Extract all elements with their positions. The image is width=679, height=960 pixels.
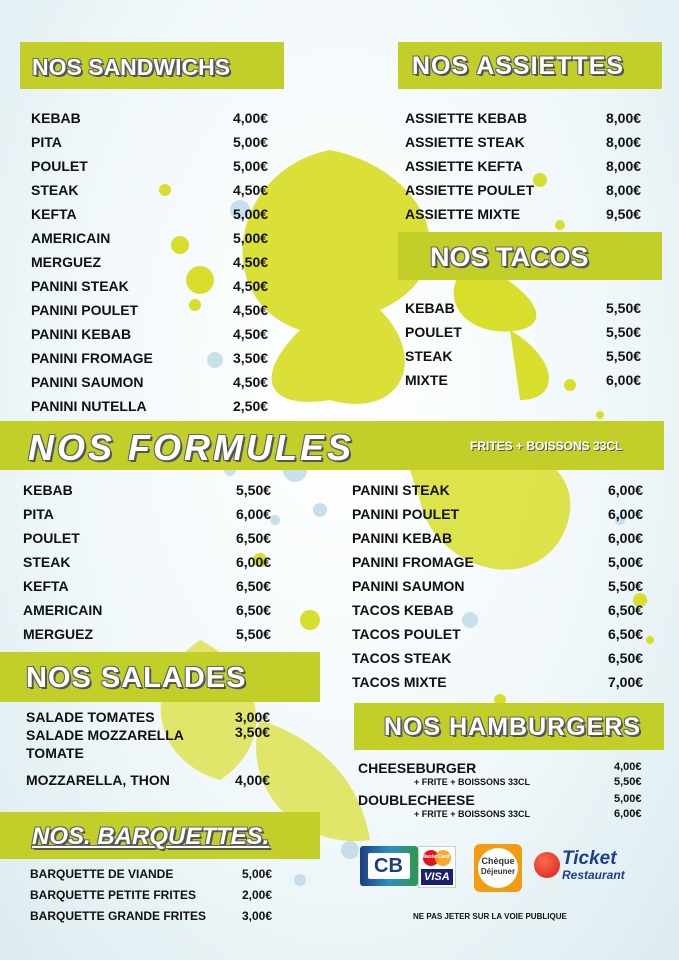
assiettes-title: NOS ASSIETTES [412,52,625,80]
item-price: 2,50€ [233,398,269,414]
item-price: 5,00€ [608,554,644,570]
item-name: TACOS KEBAB [352,602,454,618]
item-name: PANINI SAUMON [352,578,465,594]
item-price: 5,50€ [236,482,272,498]
item-price: 6,00€ [236,506,272,522]
item-price: 8,00€ [606,110,642,126]
item-price: 6,50€ [608,626,644,642]
item-price: 5,50€ [608,578,644,594]
hamburger-price: 4,00€ [614,761,642,773]
item-name: PANINI FROMAGE [352,554,474,570]
item-name: ASSIETTE KEBAB [405,110,528,126]
item-price: 4,50€ [233,302,269,318]
item-name: PANINI NUTELLA [31,398,147,414]
item-price: 6,50€ [608,650,644,666]
formules-banner [0,421,664,470]
hamburger-name: DOUBLECHEESE [358,792,475,808]
assiettes-banner [398,42,662,89]
ticket-restaurant-logo [532,846,650,886]
hamburger-option-price: 5,50€ [614,776,642,788]
item-price: 6,50€ [236,578,272,594]
item-name: BARQUETTE PETITE FRITES [30,888,197,902]
item-name: POULET [31,158,88,174]
barquettes-title: NOS. BARQUETTES. [32,823,270,850]
item-name: STEAK [23,554,71,570]
hamburger-name: CHEESEBURGER [358,760,477,776]
item-price: 3,00€ [242,909,273,923]
item-name: ASSIETTE POULET [405,182,535,198]
item-name: KEBAB [31,110,81,126]
item-price: 5,50€ [606,300,642,316]
ticket-line2: Restaurant [562,868,625,882]
item-name: KEBAB [405,300,455,316]
item-price: 5,00€ [233,206,269,222]
item-price: 7,00€ [608,674,644,690]
item-name: MIXTE [405,372,448,388]
item-price: 8,00€ [606,134,642,150]
formules-subtitle: FRITES + BOISSONS 33CL [470,439,623,453]
item-price: 6,00€ [608,482,644,498]
sandwiches-title: NOS SANDWICHS [32,54,231,80]
item-price: 6,00€ [608,506,644,522]
item-name: PANINI POULET [31,302,139,318]
hamburger-price: 5,00€ [614,793,642,805]
footer-note: NE PAS JETER SUR LA VOIE PUBLIQUE [413,912,567,921]
ticket-restaurant-icon [534,852,560,878]
item-price: 4,50€ [233,278,269,294]
item-price: 6,50€ [608,602,644,618]
item-name: AMERICAIN [31,230,111,246]
item-name: TACOS STEAK [352,650,452,666]
item-price: 9,50€ [606,206,642,222]
item-name: AMERICAIN [23,602,103,618]
item-price: 8,00€ [606,182,642,198]
hamburger-option: + FRITE + BOISSONS 33CL [414,809,531,819]
item-price: 3,00€ [235,709,271,725]
mastercard-icon [421,849,453,867]
sandwiches-banner [20,42,284,89]
mastercard-visa-logo [418,846,456,888]
item-price: 4,00€ [233,110,269,126]
item-name: PANINI SAUMON [31,374,144,390]
item-name: SALADE MOZZARELLA [26,727,184,743]
hamburgers-title: NOS HAMBURGERS [384,713,642,741]
item-name: POULET [405,324,462,340]
item-name: PANINI POULET [352,506,460,522]
cheque-line1: Chèque [481,856,515,866]
item-name: STEAK [405,348,453,364]
cb-logo [360,846,418,886]
item-price: 8,00€ [606,158,642,174]
item-name: MERGUEZ [23,626,93,642]
hamburgers-banner [354,703,664,750]
item-price: 6,50€ [236,530,272,546]
item-name: PANINI STEAK [31,278,129,294]
item-price: 5,50€ [606,324,642,340]
item-price: 6,00€ [608,530,644,546]
item-name: SALADE TOMATES [26,709,155,725]
item-price: 3,50€ [235,724,271,740]
tacos-title: NOS TACOS [430,242,589,272]
item-price: 6,00€ [236,554,272,570]
item-price: 6,00€ [606,372,642,388]
hamburger-option-price: 6,00€ [614,808,642,820]
item-name: PANINI KEBAB [31,326,132,342]
item-name: BARQUETTE GRANDE FRITES [30,909,207,923]
item-price: 5,00€ [233,158,269,174]
cb-label: CB [374,855,403,877]
barquettes-banner [0,812,320,859]
item-name: MOZZARELLA, THON [26,772,170,788]
item-price: 4,50€ [233,254,269,270]
cheque-line2: Déjeuner [480,867,516,876]
item-price: 5,50€ [236,626,272,642]
item-name: PANINI STEAK [352,482,450,498]
tacos-banner [398,232,662,280]
item-name: MERGUEZ [31,254,101,270]
ticket-line1: Ticket [562,848,617,869]
item-name: TACOS POULET [352,626,461,642]
item-name: PITA [31,134,62,150]
item-name: PANINI FROMAGE [31,350,153,366]
item-name: POULET [23,530,80,546]
item-name: STEAK [31,182,79,198]
salades-banner [0,652,320,702]
item-price: 5,00€ [233,230,269,246]
item-price: 4,50€ [233,326,269,342]
item-name: ASSIETTE KEFTA [405,158,523,174]
item-price: 5,00€ [233,134,269,150]
item-price: 2,00€ [242,888,273,902]
item-name: TACOS MIXTE [352,674,447,690]
item-price: 6,50€ [236,602,272,618]
item-name: KEFTA [31,206,77,222]
mastercard-label: MasterCard [422,854,450,860]
cheque-dejeuner-logo [474,844,522,892]
item-price: 5,00€ [242,867,273,881]
item-name: PANINI KEBAB [352,530,453,546]
item-name-line2: TOMATE [26,745,84,761]
item-price: 4,00€ [235,772,271,788]
item-name: ASSIETTE STEAK [405,134,525,150]
item-name: PITA [23,506,54,522]
formules-title: NOS FORMULES [28,427,355,468]
item-price: 3,50€ [233,350,269,366]
salades-title: NOS SALADES [26,662,247,694]
item-name: KEBAB [23,482,73,498]
item-name: ASSIETTE MIXTE [405,206,521,222]
item-price: 4,50€ [233,182,269,198]
item-name: BARQUETTE DE VIANDE [30,867,174,881]
item-price: 4,50€ [233,374,269,390]
hamburger-option: + FRITE + BOISSONS 33CL [414,777,531,787]
item-name: KEFTA [23,578,69,594]
item-price: 5,50€ [606,348,642,364]
visa-label: VISA [424,871,450,883]
